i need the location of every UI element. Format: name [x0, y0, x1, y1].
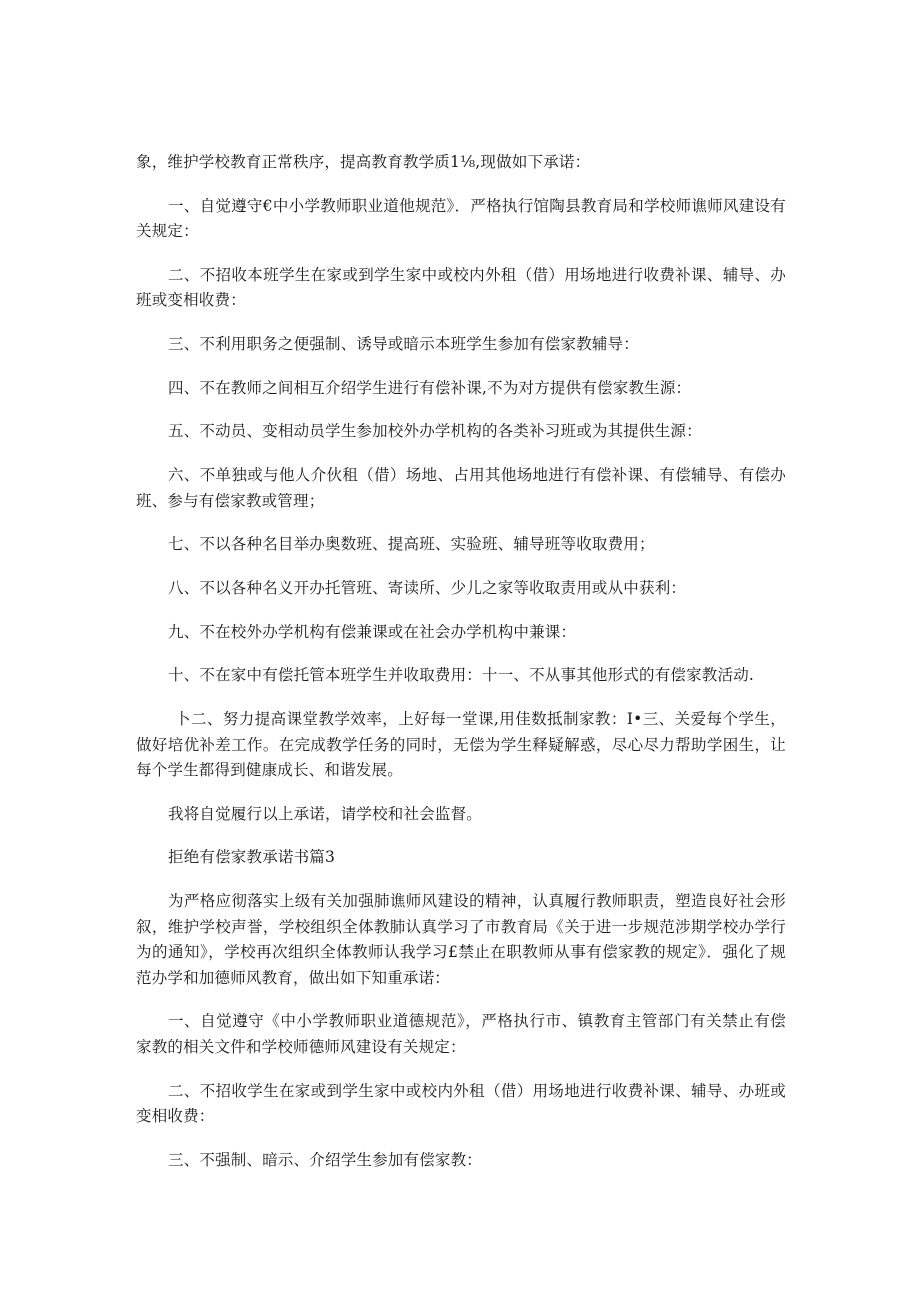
pledge-item-8: 八、不以各种名义开办托管班、寄读所、少儿之家等收取责用或从中获利： [168, 579, 687, 597]
pledge-item-3: 三、不利用职务之便强制、诱导或暗示本班学生参加有偿家教辅导： [168, 335, 640, 354]
section-heading: 拒绝有偿家教承诺书篇3 [168, 848, 336, 867]
pledge-item-1: 一、自觉遵守€中小学教师职业道他规范》．严格执行馆陶县教育局和学校师谯师风建设有关规定： [136, 196, 786, 241]
pledge-item-7: 七、不以各种名目举办奥数班、提高班、实验班、辅导班等收取费用； [168, 535, 655, 554]
section-item-3: 三、不强制、暗示、介绍学生参加有偿家教： [168, 1150, 483, 1169]
section-intro: 为严格应彻落实上级有关加强肺谯师风建设的精神，认真履行教师职责，塑造良好社会形叙，维护学校声誉，学校组织全体教肺认真学习了市教育局《关于进一步规范涉期学校办学行为的通知》，学校再次组织全体教师认我学习£禁止在职教师从事有偿家教的规定》．强化了规范办学和加德师风教育，做出如下知重承诺： [136, 892, 786, 987]
closing-statement: 我将自觉履行以上承诺，请学校和社会监督。 [168, 804, 483, 823]
pledge-item-12-13: 卜二、努力提高课堂教学效率，上好每一堂课,用佳数抵制家教：I•三、关爱每个学生，做好培优补差工作。在完成教学任务的同时，无偿为学生释疑解惑，尽心尽力帮助学困生，让每个学生都得到健康成长、和谐发展。 [136, 710, 786, 780]
pledge-item-2: 二、不招收本班学生在家或到学生家中或校内外租（借）用场地进行收费补课、辅导、办班或变相收费： [136, 265, 786, 310]
paragraph-intro-continuation: 象，维护学校教育正常秩序，提高教育教学质1⅛,现做如下承诺： [136, 153, 591, 171]
document-body [136, 150, 786, 1191]
pledge-item-5: 五、不动员、变相动员学生参加校外办学机构的各类补习班或为其提供生源： [168, 422, 702, 441]
section-item-1: 一、自觉遵守《中小学教师职业道德规范》，严格执行市、镇教育主管部门有关禁止有偿家教的相关文件和学校师德师风建设有关规定： [136, 1012, 786, 1056]
pledge-item-6: 六、不单独或与他人介伙租（借）场地、占用其他场地进行有偿补课、有偿辅导、有偿办班、参与有偿家教或管理； [136, 466, 786, 510]
section-item-2: 二、不招收学生在家或到学生家中或校内外租（借）用场地进行收费补课、辅导、办班或变相收费： [136, 1081, 786, 1125]
pledge-item-9: 九、不在校外办学机构有偿兼课或在社会办学机构中兼课： [168, 622, 577, 641]
pledge-item-10-11: 十、不在家中有偿托管本班学生并收取费用：十一、不从事其他形式的有偿家教活动. [168, 666, 755, 685]
pledge-item-4: 四、不在教师之间相互介绍学生进行有偿补课,不为对方提供有偿家教生源： [168, 378, 692, 397]
